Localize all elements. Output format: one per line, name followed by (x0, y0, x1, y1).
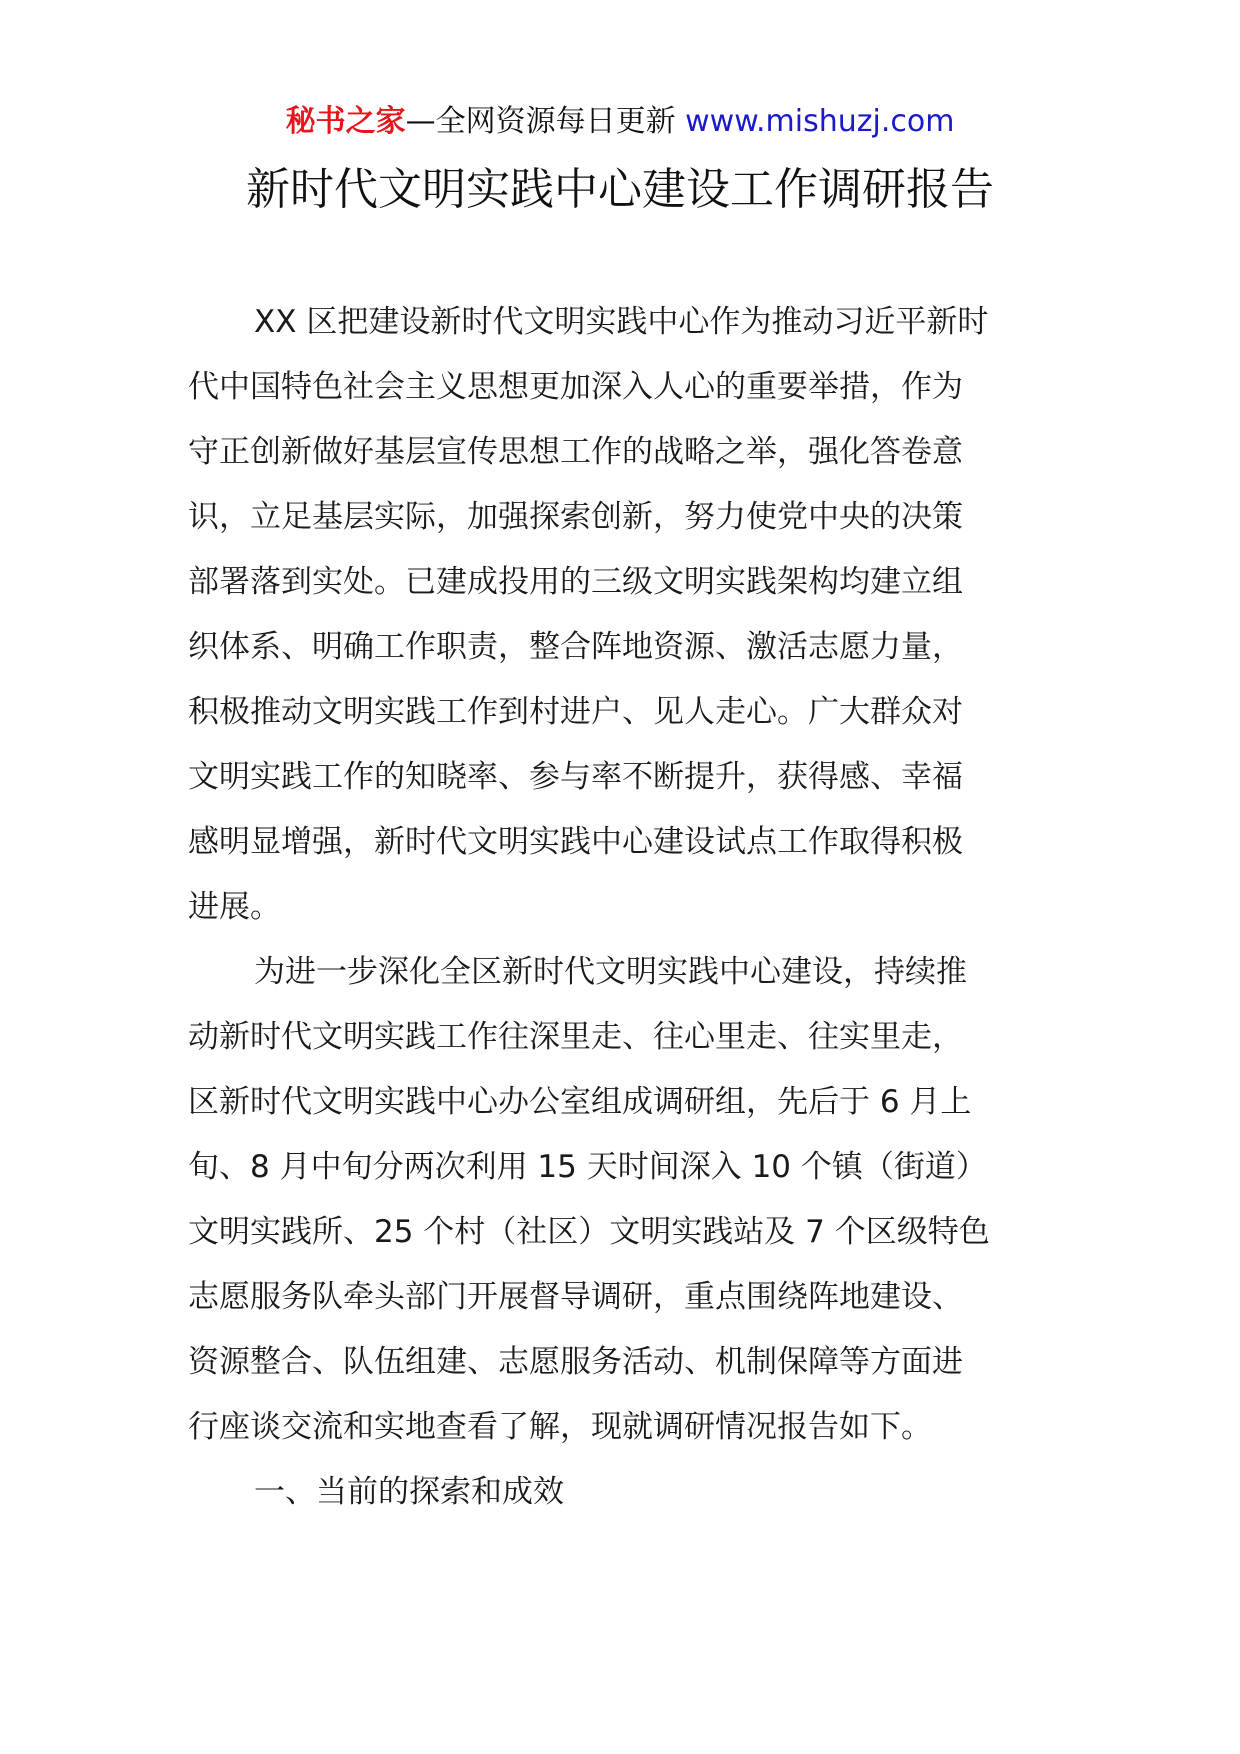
document-title: 新时代文明实践中心建设工作调研报告 (246, 164, 994, 215)
paragraph-1-line-10: 进展。 (188, 889, 281, 925)
site-header (0, 102, 1240, 142)
paragraph-2-line-5: 文明实践所、25 个村（社区）文明实践站及 7 个区级特色 (188, 1214, 990, 1250)
paragraph-1-line-3: 守正创新做好基层宣传思想工作的战略之举，强化答卷意 (188, 434, 963, 470)
paragraph-1-line-5: 部署落到实处。已建成投用的三级文明实践架构均建立组 (188, 564, 963, 600)
paragraph-2-line-8: 行座谈交流和实地查看了解，现就调研情况报告如下。 (188, 1409, 932, 1445)
paragraph-1-line-9: 感明显增强，新时代文明实践中心建设试点工作取得积极 (188, 824, 963, 860)
paragraph-2-line-1: 为进一步深化全区新时代文明实践中心建设，持续推 (254, 954, 967, 990)
paragraph-1-line-8: 文明实践工作的知晓率、参与率不断提升，获得感、幸福 (188, 759, 963, 795)
section-heading-1: 一、当前的探索和成效 (254, 1474, 564, 1510)
paragraph-1-line-4: 识，立足基层实际，加强探索创新，努力使党中央的决策 (188, 499, 963, 535)
paragraph-2-line-3: 区新时代文明实践中心办公室组成调研组，先后于 6 月上 (188, 1084, 972, 1120)
document-body (188, 290, 1050, 1525)
brand-name: 秘书之家 (285, 104, 406, 139)
paragraph-1-line-2: 代中国特色社会主义思想更加深入人心的重要举措，作为 (188, 369, 963, 405)
paragraph-1-line-6: 织体系、明确工作职责，整合阵地资源、激活志愿力量， (188, 629, 963, 665)
header-tagline: —全网资源每日更新 (405, 104, 676, 139)
paragraph-1-line-7: 积极推动文明实践工作到村进户、见人走心。广大群众对 (188, 694, 963, 730)
paragraph-2-line-7: 资源整合、队伍组建、志愿服务活动、机制保障等方面进 (188, 1344, 963, 1380)
paragraph-1-line-1: XX 区把建设新时代文明实践中心作为推动习近平新时 (254, 304, 989, 340)
paragraph-2-line-6: 志愿服务队牵头部门开展督导调研，重点围绕阵地建设、 (188, 1279, 963, 1315)
paragraph-2-line-2: 动新时代文明实践工作往深里走、往心里走、往实里走， (188, 1019, 963, 1055)
paragraph-2-line-4: 旬、8 月中旬分两次利用 15 天时间深入 10 个镇（街道） (188, 1149, 987, 1185)
site-url-link[interactable]: www.mishuzj.com (685, 104, 955, 139)
